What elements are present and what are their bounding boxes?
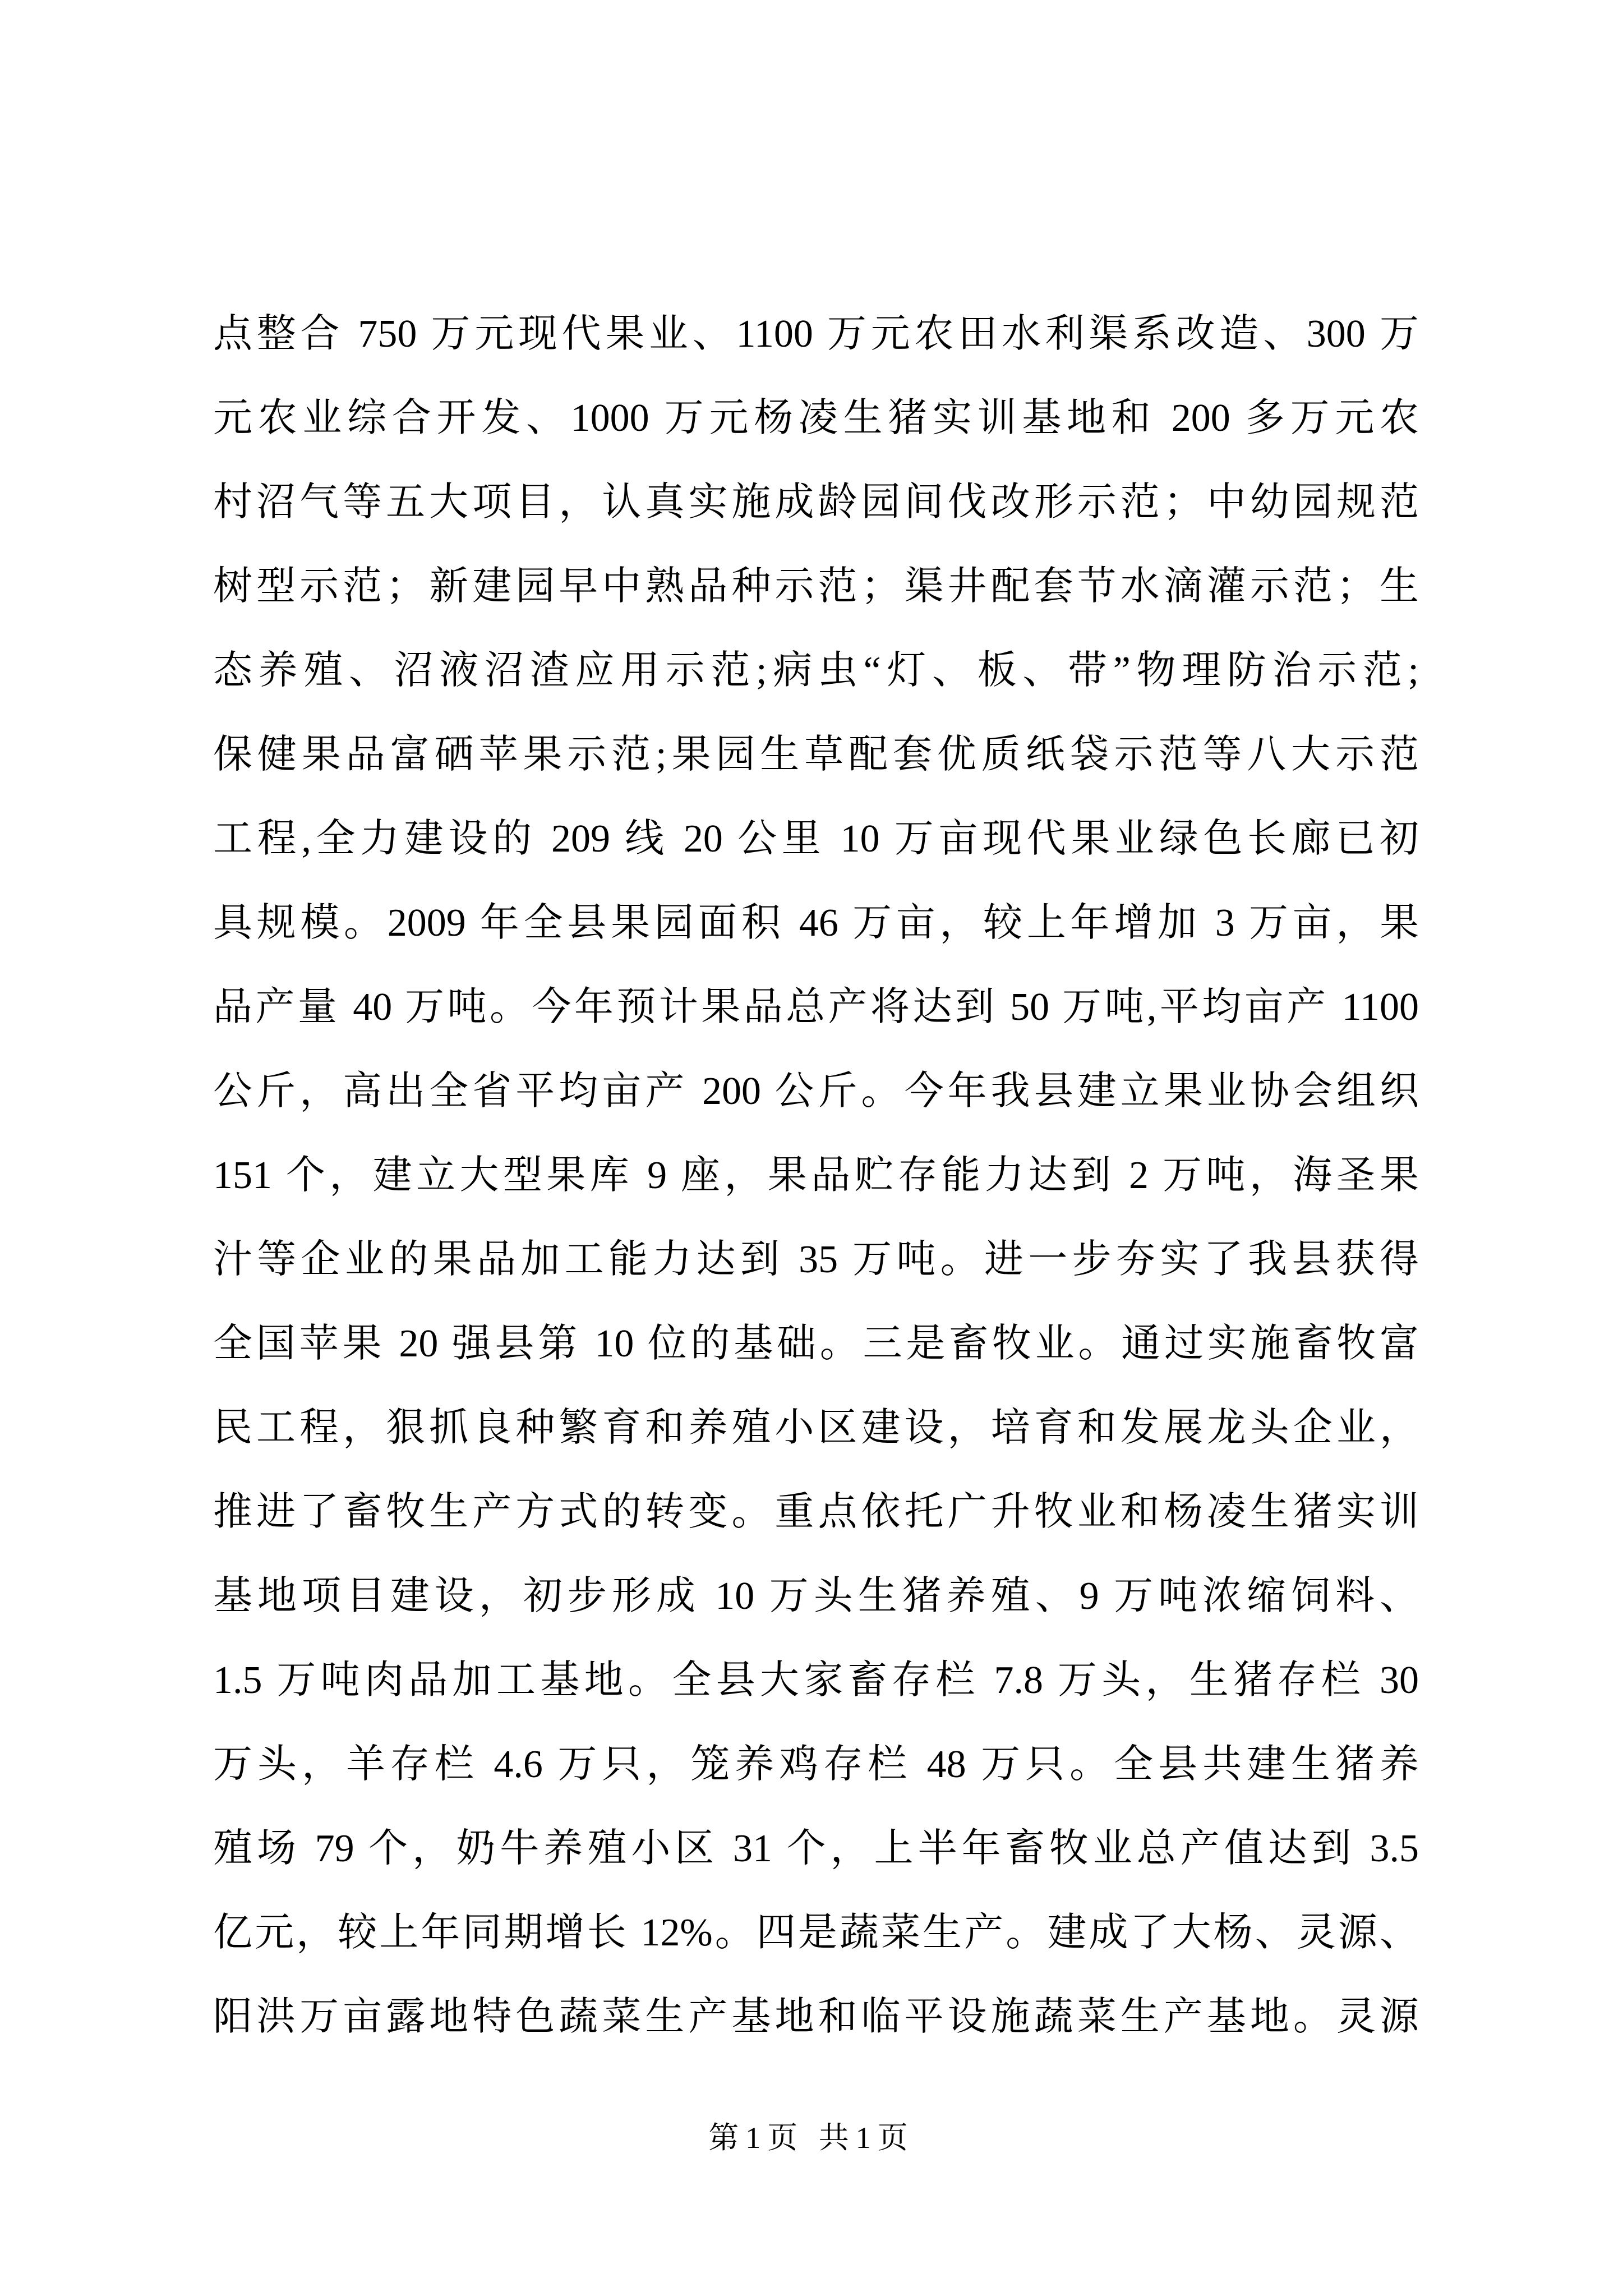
page-number-label: 第1页 共1页 bbox=[708, 2121, 915, 2155]
page-footer bbox=[0, 2122, 1623, 2154]
text-line: 公斤，高出全省平均亩产 200 公斤。今年我县建立果业协会组织 bbox=[213, 1070, 1419, 1113]
text-line: 阳洪万亩露地特色蔬菜生产基地和临平设施蔬菜生产基地。灵源 bbox=[213, 1995, 1419, 2039]
text-line: 点整合 750 万元现代果业、1100 万元农田水利渠系改造、300 万 bbox=[213, 312, 1419, 356]
text-line: 基地项目建设，初步形成 10 万头生猪养殖、9 万吨浓缩饲料、 bbox=[213, 1575, 1419, 1618]
text-line: 态养殖、沼液沼渣应用示范;病虫“灯、板、带”物理防治示范; bbox=[213, 649, 1419, 692]
text-line: 民工程，狠抓良种繁育和养殖小区建设，培育和发展龙头企业， bbox=[213, 1406, 1419, 1450]
text-line: 151 个，建立大型果库 9 座，果品贮存能力达到 2 万吨，海圣果 bbox=[213, 1154, 1419, 1197]
text-line: 品产量 40 万吨。今年预计果品总产将达到 50 万吨,平均亩产 1100 bbox=[213, 986, 1419, 1029]
document-body bbox=[213, 292, 1419, 2059]
text-line: 亿元，较上年同期增长 12%。四是蔬菜生产。建成了大杨、灵源、 bbox=[213, 1911, 1419, 1954]
text-line: 村沼气等五大项目，认真实施成龄园间伐改形示范；中幼园规范 bbox=[213, 481, 1419, 524]
text-line: 汁等企业的果品加工能力达到 35 万吨。进一步夯实了我县获得 bbox=[213, 1238, 1419, 1281]
text-line: 推进了畜牧生产方式的转变。重点依托广升牧业和杨凌生猪实训 bbox=[213, 1490, 1419, 1534]
text-line: 树型示范；新建园早中熟品种示范；渠井配套节水滴灌示范；生 bbox=[213, 565, 1419, 608]
text-line: 工程,全力建设的 209 线 20 公里 10 万亩现代果业绿色长廊已初 bbox=[213, 817, 1419, 861]
text-line: 殖场 79 个，奶牛养殖小区 31 个，上半年畜牧业总产值达到 3.5 bbox=[213, 1827, 1419, 1870]
text-line: 保健果品富硒苹果示范;果园生草配套优质纸袋示范等八大示范 bbox=[213, 733, 1419, 776]
text-line: 全国苹果 20 强县第 10 位的基础。三是畜牧业。通过实施畜牧富 bbox=[213, 1322, 1419, 1365]
text-line: 元农业综合开发、1000 万元杨凌生猪实训基地和 200 多万元农 bbox=[213, 397, 1419, 440]
text-line: 1.5 万吨肉品加工基地。全县大家畜存栏 7.8 万头，生猪存栏 30 bbox=[213, 1659, 1419, 1702]
text-line: 万头，羊存栏 4.6 万只，笼养鸡存栏 48 万只。全县共建生猪养 bbox=[213, 1743, 1419, 1786]
text-line: 具规模。2009 年全县果园面积 46 万亩，较上年增加 3 万亩，果 bbox=[213, 901, 1419, 945]
